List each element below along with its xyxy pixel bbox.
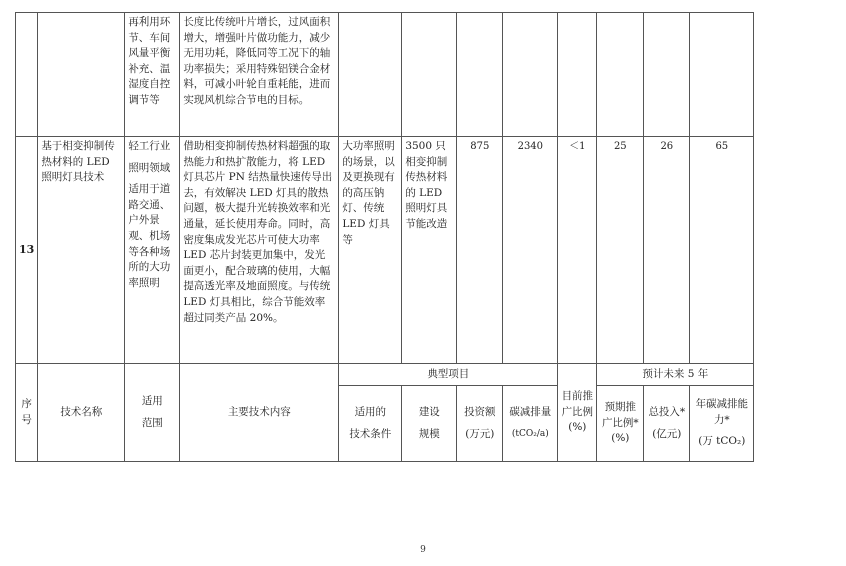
header-condition — [339, 386, 402, 462]
header-seq: 序号 — [16, 364, 38, 462]
header-scope-line2: 范围 — [141, 416, 163, 429]
header-expected-ratio: 预期推广比例*(%) — [597, 386, 644, 462]
technology-table — [15, 12, 754, 462]
seq-cell: 13 — [16, 137, 38, 364]
scope-text: 再利用环节、车间风量平衡补充、温湿度自控调节等 — [128, 16, 171, 106]
total-investment-cell — [644, 13, 690, 137]
scale-cell — [402, 13, 457, 137]
tech-name: 基于相变抑制传热材料的 LED 照明灯具技术 — [41, 140, 115, 184]
scope-cell — [125, 13, 180, 137]
name-cell — [38, 13, 125, 137]
header-content: 主要技术内容 — [180, 364, 339, 462]
header-name: 技术名称 — [38, 364, 125, 462]
header-typical-project: 典型项目 — [339, 364, 558, 386]
total-investment-cell: 26 — [644, 137, 690, 364]
content-text: 借助相变抑制传热材料超强的取热能力和热扩散能力，将 LED 灯具芯片 PN 结热量快速传导出去，有效解决 LED 灯具的散热问题，极大提升光转换效率和光通量，延长使用寿命。同时，高密度集成发光芯片可使大功率 LED 芯片封装更加集中，发光面更小，配合玻璃的使用，大幅提高透光率及地面照度。与传统 LED 灯具相比，综合节能效率超过同类产品 20%。 — [183, 140, 333, 324]
current-ratio-cell — [558, 13, 597, 137]
condition-cell — [339, 13, 402, 137]
table-row — [16, 13, 754, 137]
content-cell — [180, 13, 339, 137]
name-cell — [38, 137, 125, 364]
header-investment-line1: 投资额 — [464, 405, 496, 418]
investment-cell — [457, 13, 503, 137]
scale-cell — [402, 137, 457, 364]
header-reduction-line1: 碳减排量 — [509, 405, 552, 418]
header-scope — [125, 364, 180, 462]
content-cell — [180, 137, 339, 364]
header-current-ratio: 目前推广比例(%) — [558, 364, 597, 462]
condition-text: 大功率照明的场景，以及更换现有的高压钠灯、传统 LED 灯具等 — [342, 140, 395, 246]
header-total-investment-line1: 总投入* — [648, 405, 686, 418]
header-total-investment — [644, 386, 690, 462]
header-capacity — [690, 386, 754, 462]
expected-ratio-cell — [597, 13, 644, 137]
header-scale — [402, 386, 457, 462]
header-capacity-line1: 年碳减排能力* — [695, 398, 749, 426]
scope-industry: 轻工行业 — [128, 140, 171, 152]
reduction-cell: 2340 — [503, 137, 558, 364]
table-row — [16, 137, 754, 364]
header-condition-line2: 技术条件 — [349, 427, 392, 440]
header-reduction-line2: (tCO₂/a) — [511, 428, 549, 439]
scope-field: 照明领域 — [128, 161, 171, 174]
scale-text: 3500 只相变抑制传热材料的 LED 照明灯具节能改造 — [405, 140, 448, 230]
header-forecast: 预计未来 5 年 — [597, 364, 754, 386]
capacity-cell — [690, 13, 754, 137]
reduction-cell — [503, 13, 558, 137]
expected-ratio-cell: 25 — [597, 137, 644, 364]
investment-cell: 875 — [457, 137, 503, 364]
header-investment-line2: (万元) — [465, 427, 495, 440]
scope-use: 适用于道路交通、户外景观、机场等各种场所的大功率照明 — [128, 183, 171, 289]
header-scale-line2: 规模 — [418, 427, 440, 440]
current-ratio-cell: ＜1 — [558, 137, 597, 364]
content-text: 长度比传统叶片增长，过风面积增大，增强叶片做功能力，减少无用功耗，降低同等工况下的轴功率损失；采用特殊铝镁合金材料，可减小叶轮自重耗能，进而实现风机综合节电的目标。 — [183, 16, 331, 106]
header-reduction — [503, 386, 558, 462]
table-header-row — [16, 364, 754, 386]
scope-cell — [125, 137, 180, 364]
condition-cell — [339, 137, 402, 364]
header-condition-line1: 适用的 — [354, 405, 387, 418]
page-number: 9 — [420, 545, 426, 555]
header-scale-line1: 建设 — [418, 405, 440, 418]
header-total-investment-line2: (亿元) — [652, 427, 682, 440]
seq-cell — [16, 13, 38, 137]
header-capacity-line2: (万 tCO₂) — [698, 435, 746, 448]
capacity-cell: 65 — [690, 137, 754, 364]
header-investment — [457, 386, 503, 462]
header-scope-line1: 适用 — [141, 394, 163, 407]
